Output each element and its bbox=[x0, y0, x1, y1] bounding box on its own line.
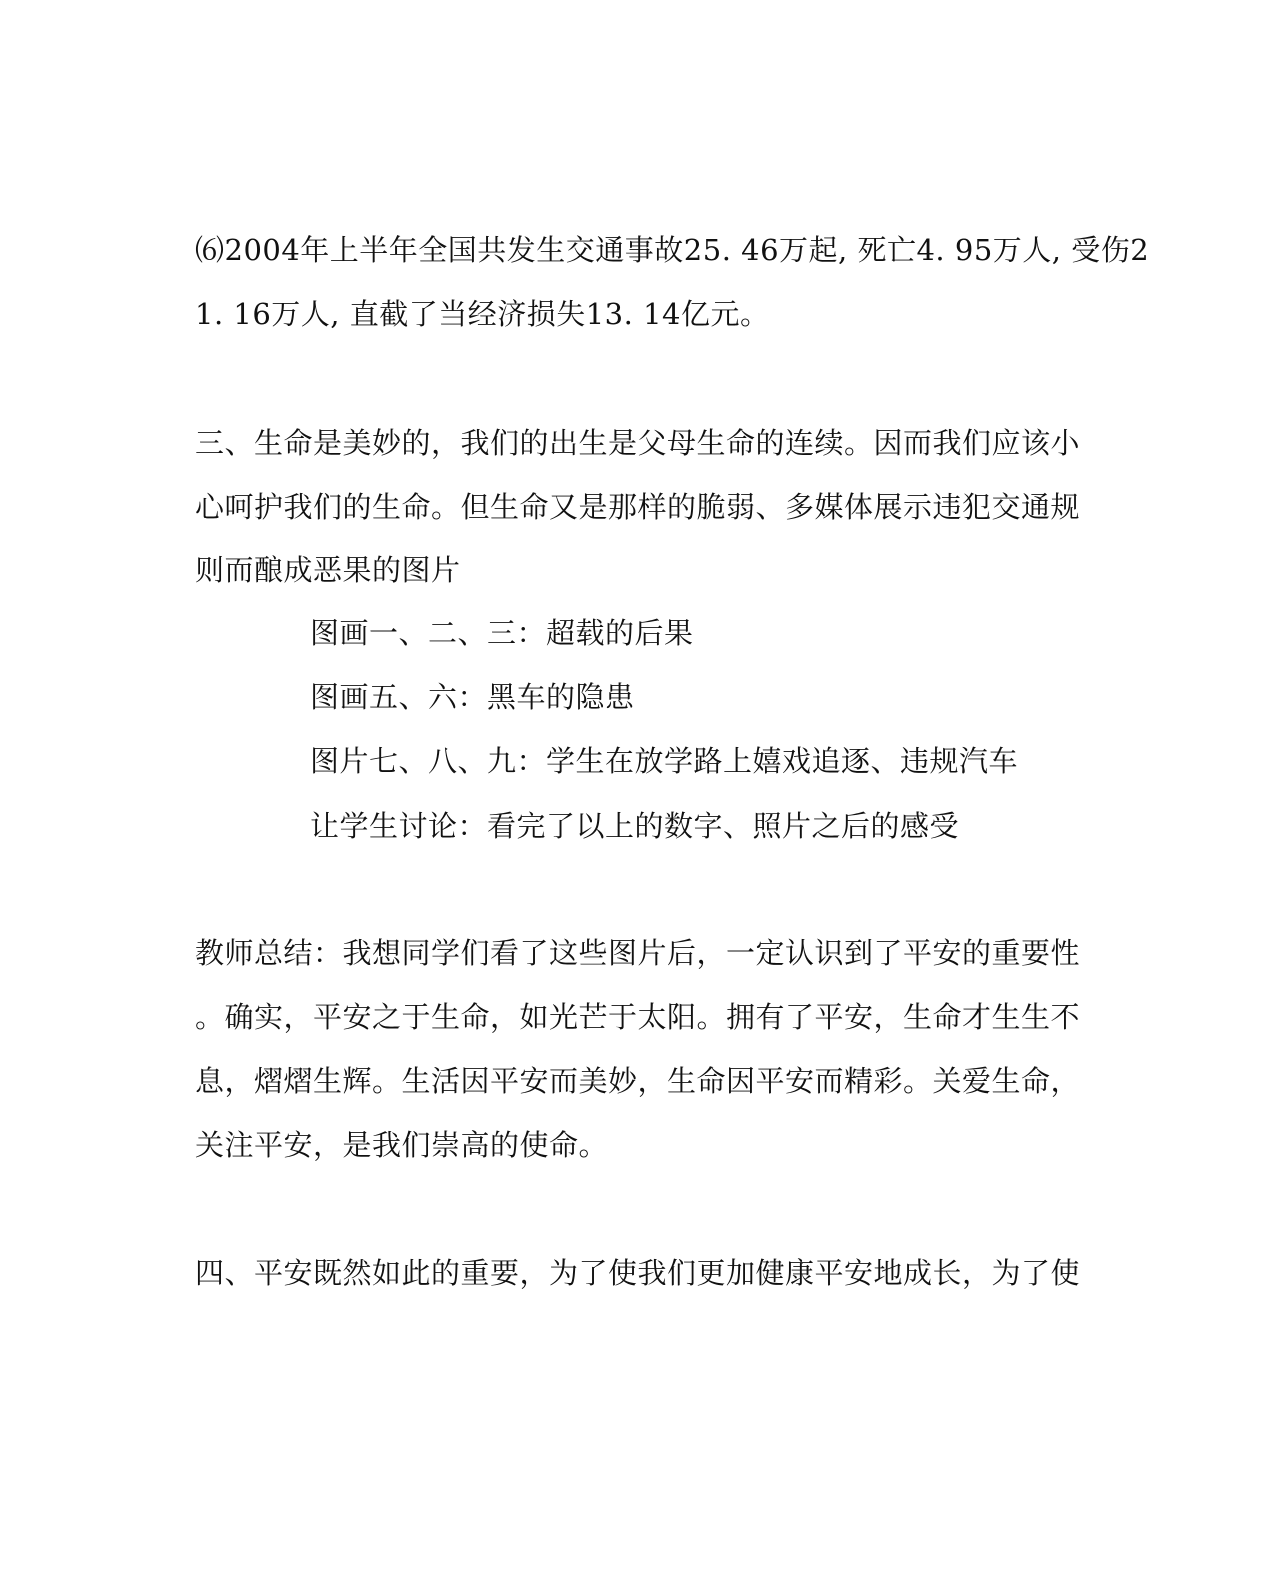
text-line-12: 息，熠熠生辉。生活因平安而美妙，生命因平安而精彩。关爱生命， bbox=[195, 1064, 1081, 1098]
text-line-14: 四、平安既然如此的重要，为了使我们更加健康平安地成长，为了使 bbox=[195, 1256, 1081, 1290]
text-line-10: 教师总结：我想同学们看了这些图片后，一定认识到了平安的重要性 bbox=[195, 936, 1081, 970]
text-line-4: 心呵护我们的生命。但生命又是那样的脆弱、多媒体展示违犯交通规 bbox=[195, 490, 1081, 524]
text-line-5: 则而酿成恶果的图片 bbox=[195, 553, 461, 587]
discussion-line: 让学生讨论：看完了以上的数字、照片之后的感受 bbox=[310, 809, 960, 843]
text-line-13: 关注平安，是我们崇高的使命。 bbox=[195, 1128, 609, 1162]
picture-item-3: 图片七、八、九：学生在放学路上嬉戏追逐、违规汽车 bbox=[310, 744, 1019, 778]
text-line-1: ⑹2004年上半年全国共发生交通事故25. 46万起, 死亡4. 95万人, 受伤2 bbox=[195, 233, 1150, 267]
text-line-3: 三、生命是美妙的，我们的出生是父母生命的连续。因而我们应该小 bbox=[195, 426, 1081, 460]
text-line-2: 1. 16万人, 直截了当经济损失13. 14亿元。 bbox=[195, 297, 770, 331]
picture-item-1: 图画一、二、三：超载的后果 bbox=[310, 616, 694, 650]
picture-item-2: 图画五、六：黑车的隐患 bbox=[310, 680, 635, 714]
text-line-11: 。确实，平安之于生命，如光芒于太阳。拥有了平安，生命才生生不 bbox=[195, 1000, 1081, 1034]
